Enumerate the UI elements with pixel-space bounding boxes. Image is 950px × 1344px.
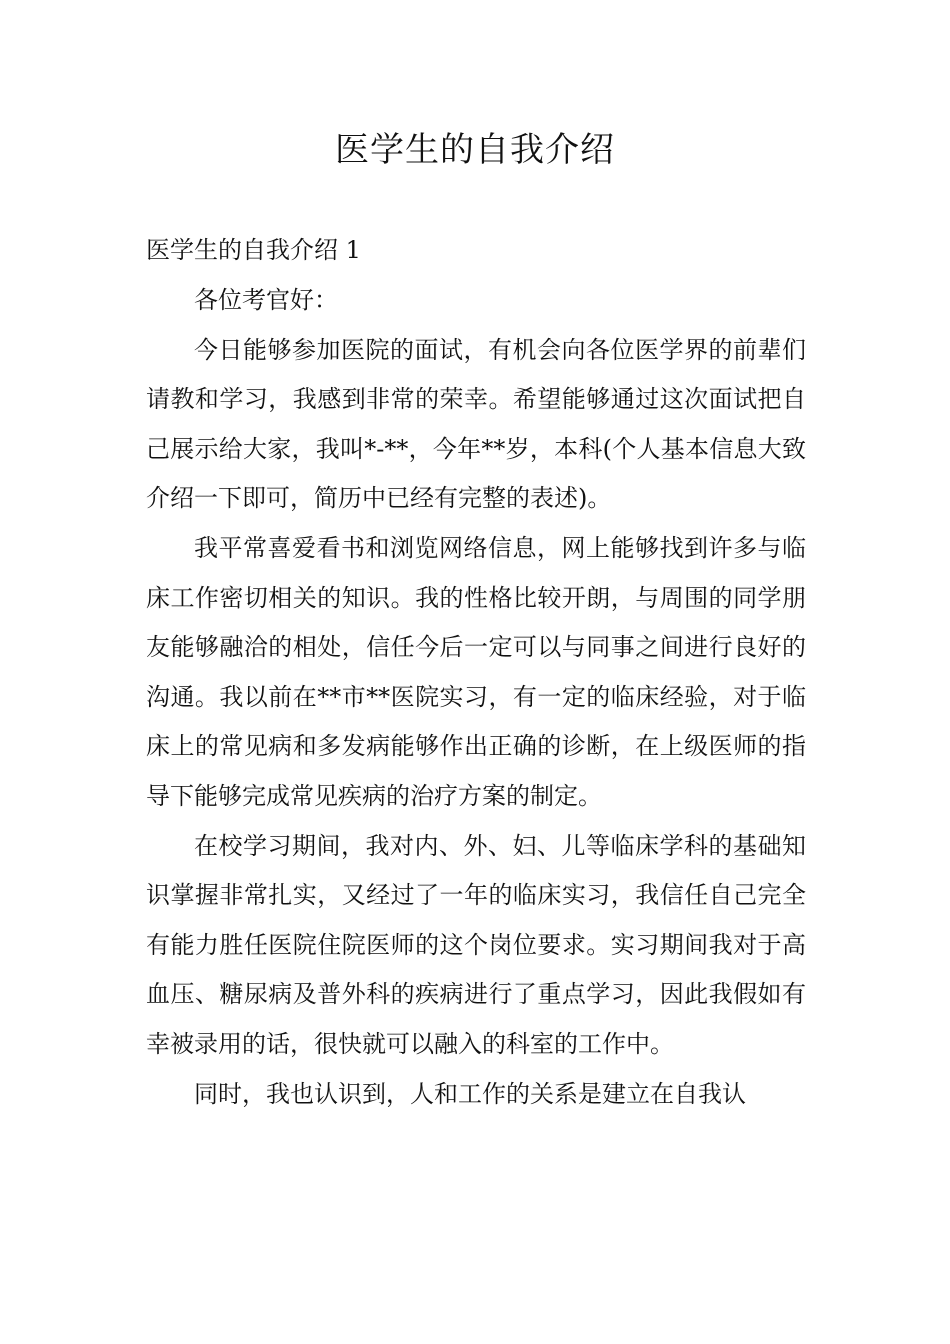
paragraph: 我平常喜爱看书和浏览网络信息，网上能够找到许多与临床工作密切相关的知识。我的性格比较开朗，与周围的同学朋友能够融洽的相处，信任今后一定可以与同事之间进行良好的沟通。我以前在**市**医院实习，有一定的临床经验，对于临床上的常见病和多发病能够作出正确的诊断，在上级医师的指导下能够完成常见疾病的治疗方案的制定。 bbox=[146, 533, 806, 810]
paragraph: 在校学习期间，我对内、外、妇、儿等临床学科的基础知识掌握非常扎实，又经过了一年的临床实习，我信任自己完全有能力胜任医院住院医师的这个岗位要求。实习期间我对于高血压、糖尿病及普外科的疾病进行了重点学习，因此我假如有幸被录用的话，很快就可以融入的科室的工作中。 bbox=[146, 831, 806, 1058]
section-heading: 医学生的自我介绍 1 bbox=[146, 236, 361, 264]
document-title: 医学生的自我介绍 bbox=[335, 130, 615, 170]
greeting-line: 各位考官好： bbox=[194, 286, 338, 314]
paragraph: 同时，我也认识到，人和工作的关系是建立在自我认 bbox=[194, 1079, 746, 1108]
paragraph: 今日能够参加医院的面试，有机会向各位医学界的前辈们请教和学习，我感到非常的荣幸。希望能够通过这次面试把自己展示给大家，我叫*-**，今年**岁，本科(个人基本信息大致介绍一下即可，简历中已经有完整的表述)。 bbox=[146, 335, 806, 513]
document-body bbox=[146, 276, 806, 1119]
